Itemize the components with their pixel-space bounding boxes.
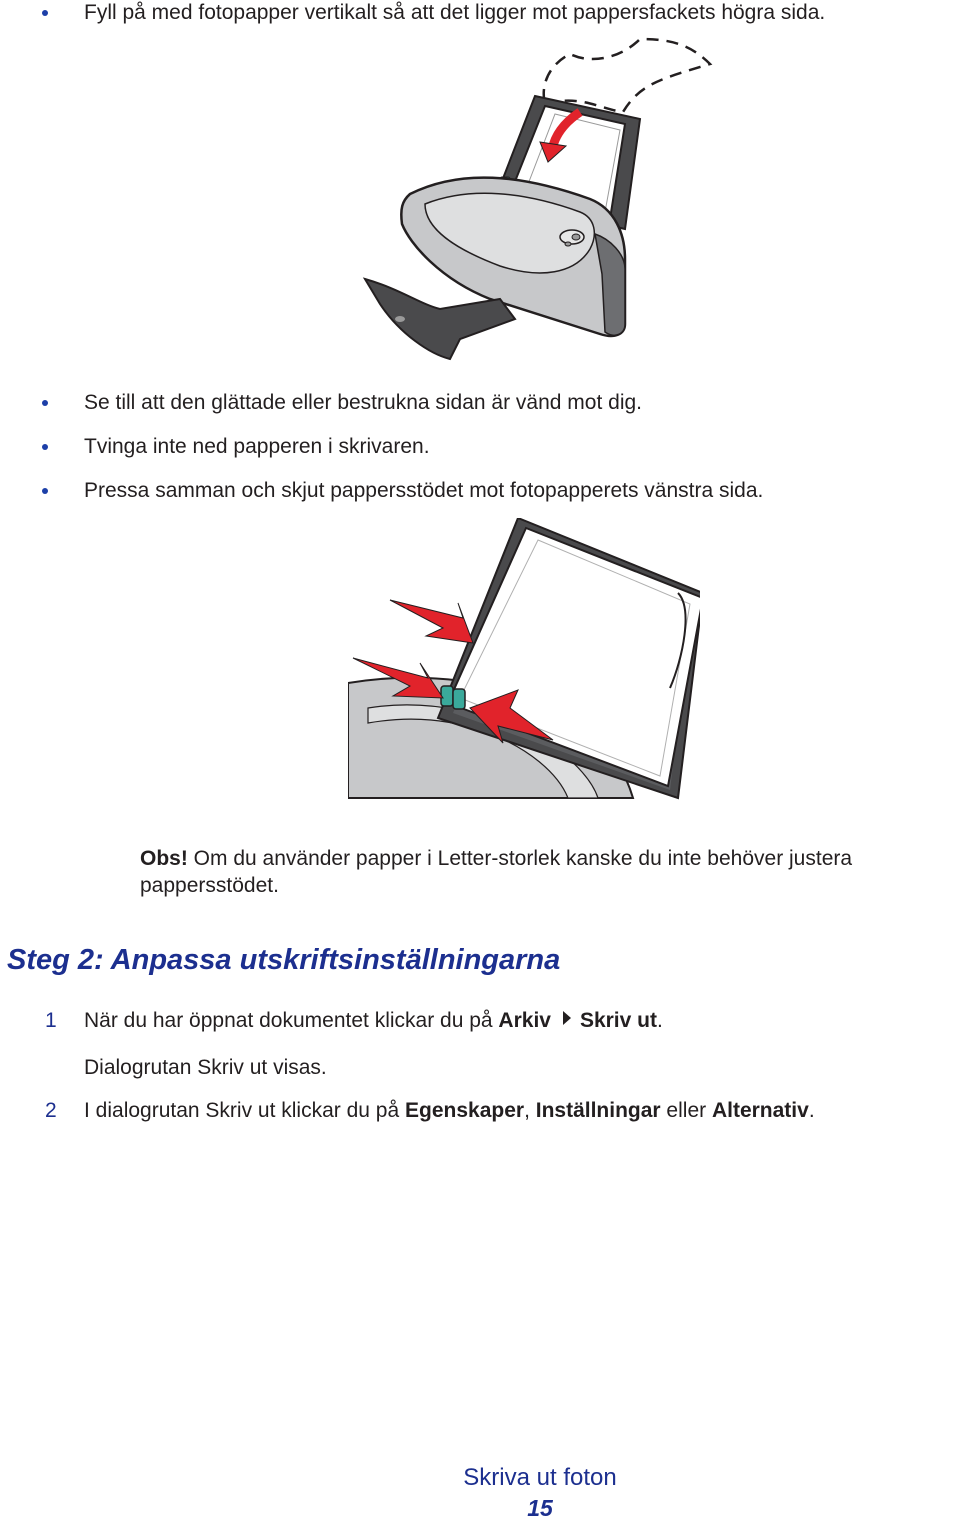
step-1-text [84, 1008, 663, 1034]
option-egenskaper: Egenskaper [405, 1099, 525, 1122]
paper-guide-illustration [348, 518, 700, 800]
bullet-text: Fyll på med fotopapper vertikalt så att det ligger mot pappersfackets högra sida. [84, 1, 826, 24]
page-number: 15 [527, 1495, 553, 1521]
section-heading: Steg 2: Anpassa utskriftsinställningarna [7, 944, 561, 976]
note-text: Om du använder papper i Letter-storlek kanske du inte behöver justera pappersstödet. [140, 847, 853, 897]
bullet-text: Pressa samman och skjut pappersstödet mot fotopapperets vänstra sida. [84, 479, 764, 502]
bullet-dot [42, 488, 48, 494]
step-2-text [84, 1098, 815, 1124]
step-number: 1 [45, 1009, 57, 1032]
bullet-dot [42, 10, 48, 16]
option-installningar: Inställningar [535, 1099, 661, 1122]
step-text: . [656, 1009, 663, 1032]
bullet-dot [42, 400, 48, 406]
step-text: När du har öppnat dokumentet klickar du på [84, 1009, 499, 1032]
step-text: , [524, 1099, 536, 1122]
printer-loading-illustration [340, 34, 720, 364]
menu-skriv-ut: Skriv ut [579, 1009, 657, 1032]
bullet-text: Tvinga inte ned papperen i skrivaren. [84, 435, 430, 458]
note-block [140, 845, 960, 899]
option-alternativ: Alternativ [711, 1099, 809, 1122]
note-label: Obs! [140, 847, 188, 870]
menu-arrow-icon [563, 1011, 571, 1025]
bullet-text: Se till att den glättade eller bestrukna sidan är vänd mot dig. [84, 391, 642, 414]
step-text: I dialogrutan Skriv ut klickar du på [84, 1099, 405, 1122]
step-text: . [808, 1099, 815, 1122]
menu-arkiv: Arkiv [498, 1009, 551, 1032]
step-text: eller [660, 1099, 712, 1122]
step-number: 2 [45, 1099, 57, 1122]
footer-chapter-title: Skriva ut foton [463, 1464, 617, 1491]
bullet-dot [42, 444, 48, 450]
step-1-subtext: Dialogrutan Skriv ut visas. [84, 1056, 327, 1079]
